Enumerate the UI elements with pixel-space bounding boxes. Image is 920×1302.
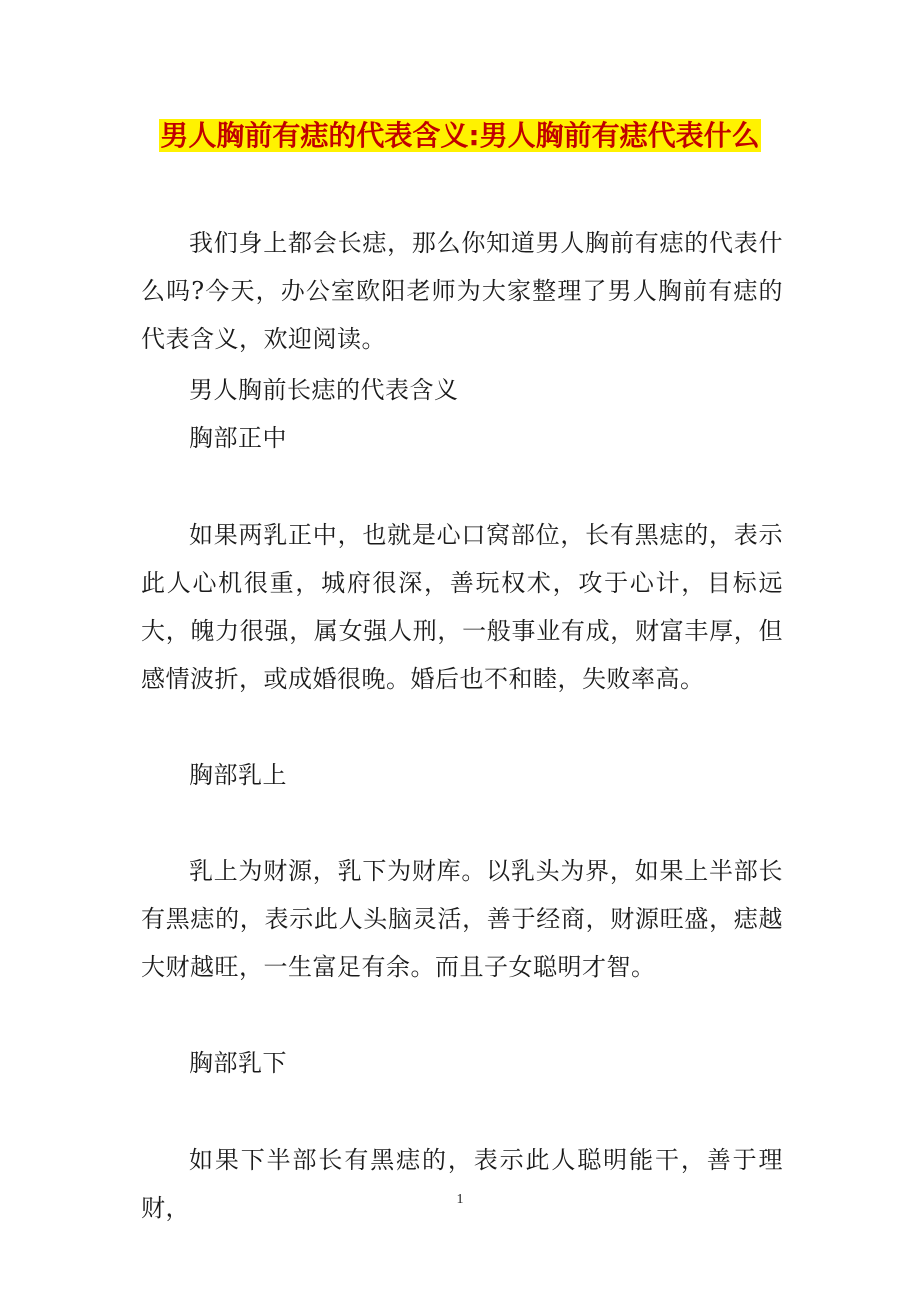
subheading-chest-upper: 胸部乳上 xyxy=(189,761,287,789)
subheading-chest-center: 胸部正中 xyxy=(189,424,287,452)
intro-paragraph: 我们身上都会长痣，那么你知道男人胸前有痣的代表什么吗?今天，办公室欧阳老师为大家整理了男人胸前有痣的代表含义，欢迎阅读。 xyxy=(141,229,783,353)
document-title-text: 男人胸前有痣的代表含义:男人胸前有痣代表什么 xyxy=(160,119,760,152)
document-title xyxy=(0,116,920,156)
page-number: 1 xyxy=(456,1192,464,1207)
paragraph-chest-upper: 乳上为财源，乳下为财库。以乳头为界，如果上半部长有黑痣的，表示此人头脑灵活，善于经商，财源旺盛，痣越大财越旺，一生富足有余。而且子女聪明才智。 xyxy=(141,857,783,981)
section-heading-meaning: 男人胸前长痣的代表含义 xyxy=(189,376,459,404)
paragraph-chest-lower: 如果下半部长有黑痣的，表示此人聪明能干，善于理财， xyxy=(141,1146,783,1222)
paragraph-chest-center: 如果两乳正中，也就是心口窝部位，长有黑痣的，表示此人心机很重，城府很深，善玩权术，攻于心计，目标远大，魄力很强，属女强人刑，一般事业有成，财富丰厚，但感情波折，或成婚很晚。婚后也不和睦，失败率高。 xyxy=(141,521,783,693)
subheading-chest-lower: 胸部乳下 xyxy=(189,1049,287,1077)
